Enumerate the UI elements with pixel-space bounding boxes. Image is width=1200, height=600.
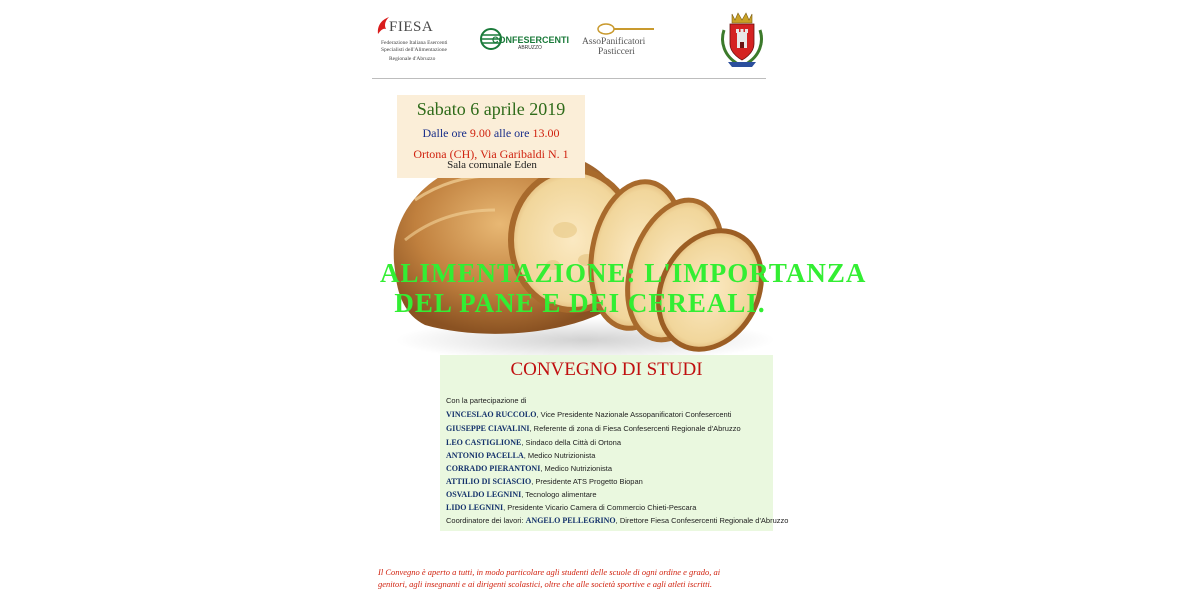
participant-role: , Tecnologo alimentare — [521, 490, 597, 499]
municipal-crest-icon — [718, 10, 766, 70]
fiesa-subtitle-3: Regionale d'Abruzzo — [389, 56, 436, 62]
event-place: Ortona (CH), Via Garibaldi N. 1 — [413, 147, 569, 161]
headline-line-2: DEL PANE E DEI CEREALI. — [394, 288, 766, 318]
footer-note-line-2: genitori, agli insegnanti e ai dirigenti scolastici, oltre che alle società sportive e agli atleti iscritti. — [378, 579, 712, 589]
participant-row — [446, 438, 621, 447]
participant-role: , Medico Nutrizionista — [523, 451, 596, 460]
participant-row — [446, 464, 612, 473]
program-intro: Con la partecipazione di — [446, 396, 527, 405]
whisk-icon — [596, 22, 656, 36]
hours-to: 13.00 — [532, 126, 560, 140]
fiesa-subtitle-2: Specialisti dell'Alimentazione — [381, 47, 447, 53]
participant-name: VINCESLAO RUCCOLO — [446, 410, 537, 419]
participant-row — [446, 424, 741, 433]
participant-name: CORRADO PIERANTONI — [446, 464, 541, 473]
participant-row — [446, 477, 643, 486]
participant-role: , Referente di zona di Fiesa Confesercenti Regionale d'Abruzzo — [529, 424, 741, 433]
coordinator-row — [446, 516, 788, 525]
coordinator-role: , Direttore Fiesa Confesercenti Regionale d'Abruzzo — [615, 516, 789, 525]
participant-row — [446, 410, 731, 419]
fiesa-logo — [375, 14, 465, 66]
assopanificatori-subname: Pasticceri — [598, 47, 635, 57]
participant-row — [446, 503, 696, 512]
participant-role: , Sindaco della Città di Ortona — [521, 438, 621, 447]
fiesa-subtitle-1: Federazione Italiana Esercenti — [381, 40, 448, 46]
fiesa-name: FIESA — [389, 19, 434, 35]
coordinator-name: ANGELO PELLEGRINO — [525, 516, 616, 525]
assopanificatori-logo — [578, 18, 658, 60]
participant-name: LIDO LEGNINI — [446, 503, 504, 512]
participant-name: GIUSEPPE CIAVALINI — [446, 424, 530, 433]
participant-row — [446, 490, 597, 499]
participant-role: , Presidente ATS Progetto Biopan — [531, 477, 643, 486]
header-divider — [372, 78, 766, 79]
participant-name: ANTONIO PACELLA — [446, 451, 524, 460]
hours-from-label: Dalle ore — [422, 126, 470, 140]
confesercenti-logo — [478, 22, 570, 56]
program-title: CONVEGNO DI STUDI — [510, 359, 703, 380]
event-date: Sabato 6 aprile 2019 — [416, 99, 566, 119]
participant-name: ATTILIO DI SCIASCIO — [446, 477, 532, 486]
participant-row — [446, 451, 595, 460]
participant-role: , Presidente Vicario Camera di Commercio Chieti-Pescara — [503, 503, 697, 512]
hours-to-label: alle ore — [490, 126, 533, 140]
participant-name: OSVALDO LEGNINI — [446, 490, 522, 499]
participant-role: , Vice Presidente Nazionale Assopanificatori Confesercenti — [536, 410, 732, 419]
participant-name: LEO CASTIGLIONE — [446, 438, 522, 447]
confesercenti-name: CONFESERCENTI — [492, 35, 570, 45]
headline-line-1: ALIMENTAZIONE: L'IMPORTANZA — [380, 258, 867, 288]
confesercenti-region: ABRUZZO — [518, 45, 542, 51]
assopanificatori-name: AssoPanificatori — [582, 37, 646, 47]
participant-role: , Medico Nutrizionista — [540, 464, 613, 473]
municipal-crest — [718, 10, 766, 70]
coordinator-label: Coordinatore dei lavori: — [446, 516, 526, 525]
footer-note-line-1: Il Convegno è aperto a tutti, in modo particolare agli studenti delle scuole di ogni ordine e grado, ai — [378, 567, 721, 577]
event-hours — [397, 126, 585, 141]
event-room: Sala comunale Eden — [447, 159, 537, 171]
hours-from: 9.00 — [469, 126, 491, 140]
